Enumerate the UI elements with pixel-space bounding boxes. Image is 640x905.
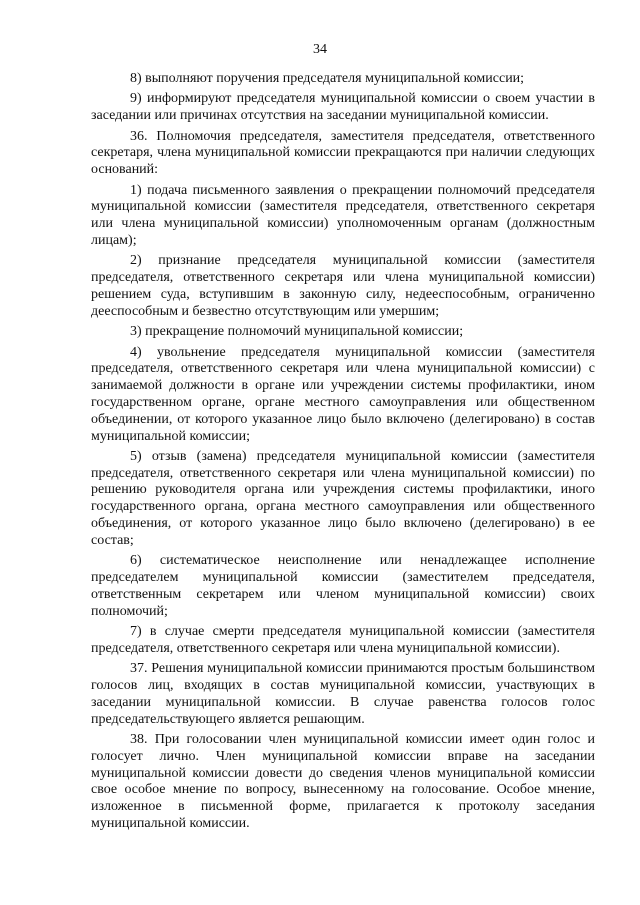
- paragraph-item-2: 2) признание председателя муниципальной комиссии (заместителя председателя, ответственного секретаря или члена муниципальной комиссии) решением суда, вступившим в законную силу, недееспособным, ограниченно дееспособным и безвестно отсутствующим или умершим;: [91, 253, 595, 319]
- paragraph-section-37: 37. Решения муниципальной комиссии принимаются простым большинством голосов лиц, входящих в состав муниципальной комиссии, участвующих в заседании муниципальной комиссии. В случае равенства голосов голос председательствующего является решающим.: [91, 661, 595, 727]
- paragraph-item-5: 5) отзыв (замена) председателя муниципальной комиссии (заместителя председателя, ответственного секретаря или члена муниципальной комиссии) по решению руководителя органа или учреждения системы профилактики, иного государственного органа, органа местного самоуправления или общественного объединения, от которого указанное лицо было включено (делегировано) в ее состав;: [91, 448, 595, 548]
- paragraph-item-6: 6) систематическое неисполнение или ненадлежащее исполнение председателем муниципальной комиссии (заместителем председателя, ответственным секретарем или членом муниципальной комиссии) своих полномочий;: [91, 553, 595, 619]
- paragraph-item-3: 3) прекращение полномочий муниципальной комиссии;: [130, 324, 464, 340]
- paragraph-item-9: 9) информируют председателя муниципальной комиссии о своем участии в заседании или причинах отсутствия на заседании муниципальной комиссии.: [91, 91, 595, 124]
- paragraph-section-38: 38. При голосовании член муниципальной комиссии имеет один голос и голосует лично. Член муниципальной комиссии вправе на заседании муниципальной комиссии довести до сведения членов муниципальной комиссии свое особое мнение по вопросу, вынесенному на голосование. Особое мнение, изложенное в письменной форме, прилагается к протоколу заседания муниципальной комиссии.: [91, 732, 595, 831]
- document-body: [91, 71, 595, 836]
- paragraph-section-36: 36. Полномочия председателя, заместителя председателя, ответственного секретаря, члена муниципальной комиссии прекращаются при наличии следующих оснований:: [91, 128, 595, 178]
- paragraph-item-7: 7) в случае смерти председателя муниципальной комиссии (заместителя председателя, ответственного секретаря или члена муниципальной комиссии).: [91, 624, 595, 656]
- paragraph-item-8: 8) выполняют поручения председателя муниципальной комиссии;: [130, 71, 525, 86]
- paragraph-item-4: 4) увольнение председателя муниципальной комиссии (заместителя председателя, ответственного секретаря или члена муниципальной комиссии) с занимаемой должности в органе или учреждении системы профилактики, ином государственном органе, органе местного самоуправления или общественном объединении, от которого указанное лицо было включено (делегировано) в состав муниципальной комиссии;: [91, 344, 595, 444]
- page-number: 34: [313, 42, 327, 57]
- paragraph-item-1: 1) подача письменного заявления о прекращении полномочий председателя муниципальной комиссии (заместителя председателя, ответственного секретаря или члена муниципальной комиссии) уполномоченным органам (должностным лицам);: [91, 182, 595, 248]
